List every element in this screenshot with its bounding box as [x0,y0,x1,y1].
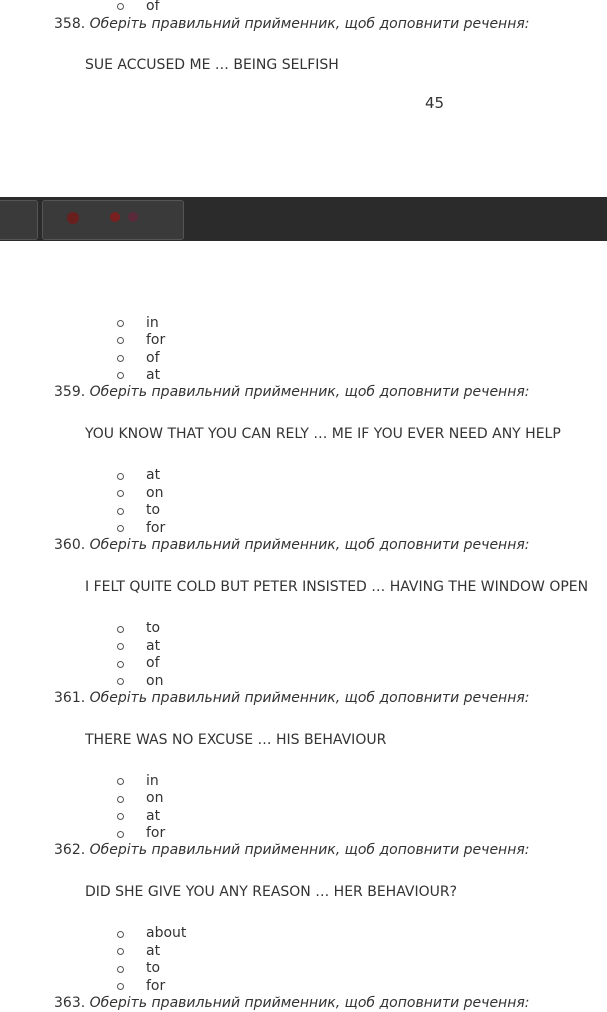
question-sentence: YOU KNOW THAT YOU CAN RELY … ME IF YOU EVER NEED ANY HELP [85,426,561,442]
option-label: of [146,0,160,14]
question-prompt: Оберіть правильний прийменник, щоб доповнити речення: [89,384,530,400]
question-number: 361. [54,690,86,706]
radio-bullet[interactable] [117,337,124,344]
question-sentence: I FELT QUITE COLD BUT PETER INSISTED … HAVING THE WINDOW OPEN [85,579,589,595]
radio-bullet[interactable] [117,355,124,362]
option-label: in [146,315,159,331]
question-359 [54,383,530,401]
question-number: 363. [54,995,86,1011]
radio-bullet[interactable] [117,643,124,650]
question-362 [54,841,530,859]
option-label: about [146,925,187,941]
option-label: at [146,808,161,824]
question-number: 360. [54,537,86,553]
thumbnail-icon [0,200,38,240]
decorative-figures-icon [43,201,183,239]
option-label: on [146,790,164,806]
option-label: of [146,655,160,671]
radio-bullet[interactable] [117,983,124,990]
question-prompt: Оберіть правильний прийменник, щоб доповнити речення: [89,995,530,1011]
radio-bullet[interactable] [117,490,124,497]
radio-bullet[interactable] [117,931,124,938]
option-label: in [146,773,159,789]
radio-bullet[interactable] [117,473,124,480]
question-363 [54,994,530,1012]
page-separator-band [0,197,607,241]
option-label: at [146,367,161,383]
question-358 [54,15,530,33]
option-label: to [146,960,161,976]
option-label: for [146,520,166,536]
question-prompt: Оберіть правильний прийменник, щоб доповнити речення: [89,842,530,858]
radio-bullet[interactable] [117,678,124,685]
question-360 [54,536,530,554]
radio-bullet[interactable] [117,813,124,820]
question-sentence: THERE WAS NO EXCUSE … HIS BEHAVIOUR [85,732,387,748]
question-number: 362. [54,842,86,858]
thumbnail-icon [42,200,184,240]
option-label: at [146,638,161,654]
radio-bullet[interactable] [117,796,124,803]
radio-bullet[interactable] [117,3,124,10]
option-label: on [146,673,164,689]
question-sentence: SUE ACCUSED ME … BEING SELFISH [85,57,339,73]
option-label: at [146,467,161,483]
question-361 [54,689,530,707]
option-label: to [146,620,161,636]
option-label: to [146,502,161,518]
question-prompt: Оберіть правильний прийменник, щоб доповнити речення: [89,16,530,32]
page-number: 45 [425,94,445,112]
option-label: for [146,825,166,841]
radio-bullet[interactable] [117,966,124,973]
radio-bullet[interactable] [117,831,124,838]
question-number: 358. [54,16,86,32]
question-prompt: Оберіть правильний прийменник, щоб доповнити речення: [89,690,530,706]
radio-bullet[interactable] [117,626,124,633]
option-label: on [146,485,164,501]
question-prompt: Оберіть правильний прийменник, щоб доповнити речення: [89,537,530,553]
question-number: 359. [54,384,86,400]
radio-bullet[interactable] [117,525,124,532]
radio-bullet[interactable] [117,778,124,785]
radio-bullet[interactable] [117,320,124,327]
option-label: for [146,978,166,994]
option-label: for [146,332,166,348]
option-label: of [146,350,160,366]
radio-bullet[interactable] [117,508,124,515]
radio-bullet[interactable] [117,948,124,955]
radio-bullet[interactable] [117,372,124,379]
question-sentence: DID SHE GIVE YOU ANY REASON … HER BEHAVIOUR? [85,884,458,900]
radio-bullet[interactable] [117,661,124,668]
option-label: at [146,943,161,959]
